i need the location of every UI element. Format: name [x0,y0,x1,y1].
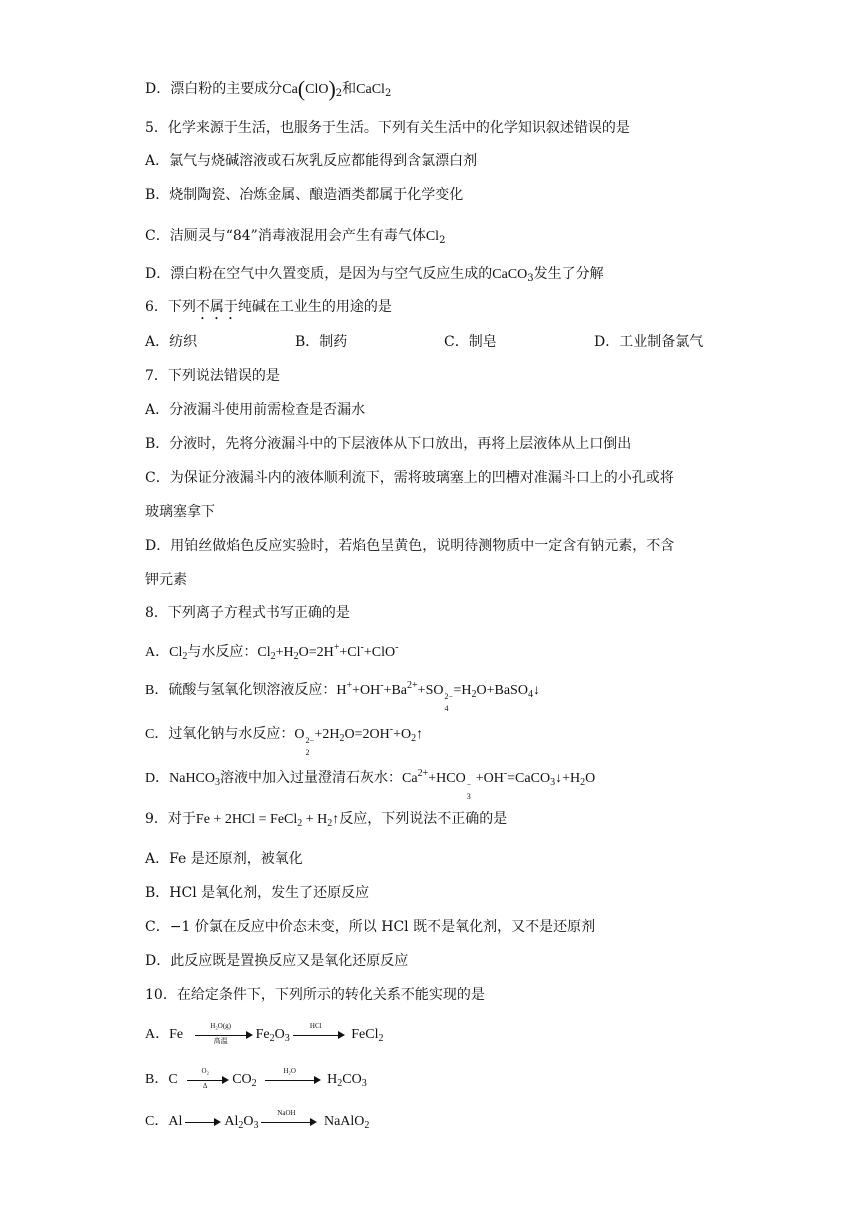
subscript: 4 [527,689,533,700]
formula: O [294,727,305,742]
q4-d-text: D．漂白粉的主要成分 [145,81,283,97]
reaction-arrow [265,1067,321,1089]
formula: O [274,1027,285,1043]
formula: +HCO [428,771,466,786]
q10-stem: 10．在给定条件下，下列所示的转化关系不能实现的是 [145,987,485,1003]
q5-option-b: B．烧制陶瓷、冶炼金属、酿造酒类都属于化学变化 [145,187,464,203]
subscript: 3 [253,1120,259,1132]
subscript: 3 [361,1078,367,1090]
arrow-head [222,1076,229,1084]
formula: CO [232,1072,252,1088]
arrow-head [314,1076,321,1084]
formula: H [327,1072,338,1088]
q5-c-text: C．洁厕灵与“84”消毒液混用会产生有毒气体 [145,228,426,244]
formula: NaAlO [323,1114,365,1130]
q6-stem [145,298,392,323]
q7-option-c-line2: 玻璃塞拿下 [145,504,215,520]
reaction-arrow [195,1022,253,1045]
text: B．硫酸与氢氧化钡溶液反应： [145,683,337,698]
q5-option-d [145,265,604,288]
opt-label: B．C [145,1072,178,1088]
arrow-shaft [293,1035,339,1036]
subscript: 2 [471,689,477,700]
arrow-shaft [185,1122,215,1123]
subscript: 2 [251,1078,257,1090]
opt-label: A．Fe [145,1027,184,1043]
q7-option-d-line2: 钾元素 [145,572,187,588]
q6-option-b: B．制药 [295,334,348,350]
subscript: 2 [335,88,343,99]
reaction-arrow [185,1113,221,1131]
text: 与水反应： [187,645,258,660]
subscript: 2 [411,733,417,744]
arrow-up: ↑ [332,812,340,827]
subscript: 2 [238,1120,244,1132]
superscript: - [389,724,394,735]
superscript: 2+ [407,680,418,691]
formula: ↓+H [555,771,581,786]
superscript: - [380,680,384,691]
q10-option-c [145,1109,370,1135]
q6-emphasis: 不属于 [195,299,238,315]
formula-cacl: CaCl [356,82,385,97]
q4-option-d [145,76,392,103]
formula-caco: CaCO [492,267,528,282]
q8-stem: 8．下列离子方程式书写正确的是 [145,605,350,621]
formula: =CaCO [507,771,551,786]
superscript: 2+ [417,768,429,779]
subscript: 2 [439,235,446,246]
arrow-condition-bottom: 高温 [213,1037,228,1045]
text: C．过氧化钠与水反应： [145,727,295,742]
subscript: 2 [378,1033,384,1045]
arrow-condition-top: NaOH [277,1109,296,1117]
q9-option-c: C．−1 价氯在反应中价态未变，所以 HCl 既不是氧化剂，又不是还原剂 [145,919,596,935]
arrow-shaft [195,1035,247,1036]
opt-label: D． [145,771,170,786]
q5-option-a: A．氯气与烧碱溶液或石灰乳反应都能得到含氯漂白剂 [145,153,478,169]
formula: +Cl [339,645,361,660]
formula: Cl [169,645,183,660]
q9-option-d: D．此反应既是置换反应又是氧化还原反应 [145,953,409,969]
reaction-arrow [261,1109,317,1131]
subscript: 3 [215,777,221,788]
q8-option-a [145,639,398,666]
formula: +Ba [383,683,408,698]
arrow-condition-top: H₂O(g) [210,1022,231,1030]
q5-stem: 5．化学来源于生活，也服务于生活。下列有关生活中的化学知识叙述错误的是 [145,120,630,136]
reaction-arrow [293,1022,345,1044]
formula: O [585,771,596,786]
superscript: + [346,680,353,691]
q6-rest: 纯碱在工业生的用途的是 [237,299,392,315]
superscript: + [333,642,340,653]
superscript: 2− [305,736,314,745]
subscript: 2 [270,651,276,662]
formula: FeCl [351,1027,379,1043]
text: 溶液中加入过量澄清石灰水： [220,771,403,786]
superscript: - [395,642,399,653]
q7-option-d-line1: D．用铂丝做焰色反应实验时，若焰色呈黄色，说明待测物质中一定含有钠元素，不含 [145,538,675,554]
superscript: - [360,642,364,653]
arrow-head [310,1118,317,1126]
paren-open: ( [297,76,306,101]
paren-close: ) [328,76,336,101]
formula: H [336,683,347,698]
formula: +OH [475,771,504,786]
subscript: 2 [297,818,303,829]
formula-cl: Cl [425,229,440,244]
arrow-condition-top: O₂ [201,1067,209,1075]
formula: Al [224,1114,239,1130]
q5-d-suffix: 发生了分解 [533,266,604,282]
superscript: - [503,768,508,779]
subscript: 3 [527,273,534,284]
q8-option-d [145,765,596,801]
q7-option-b: B．分液时，先将分液漏斗中的下层液体从下口放出，再将上层液体从上口倒出 [145,436,632,452]
formula: O+BaSO [476,683,528,698]
opt-label: A． [145,645,170,660]
formula: Cl [257,645,271,660]
formula-clo: ClO [305,82,329,97]
arrow-shaft [265,1080,315,1081]
subscript: 3 [284,1033,290,1045]
formula: +OH [352,683,381,698]
conj-and: 和 [342,81,357,97]
q8-option-c [145,721,424,757]
arrow-head [246,1031,253,1039]
q10-option-b [145,1067,367,1093]
formula: NaHCO [169,771,216,786]
arrow-condition-bottom: Δ [202,1082,208,1090]
opt-label: C．Al [145,1114,183,1130]
subscript: 2 [580,777,586,788]
formula: O [243,1114,254,1130]
formula: +H [275,645,294,660]
arrow-down: ↓ [532,683,540,698]
subscript: 2 [364,1120,370,1132]
formula: O=2H [298,645,334,660]
q5-option-c [145,227,445,250]
subscript: 2 [293,651,299,662]
subscript: 2 [339,733,345,744]
q10-option-a [145,1022,384,1048]
q6-option-c: C．制皂 [444,334,497,350]
formula: + H [302,812,328,827]
formula: Fe + 2HCl = FeCl [195,812,298,827]
q9-stem [145,810,507,833]
subscript: 3 [550,777,556,788]
formula: CO [342,1072,362,1088]
q9-num: 9．对于 [145,811,196,827]
subscript: 2 [305,748,310,757]
q6-num: 6．下列 [145,299,196,315]
arrow-up: ↑ [416,727,424,742]
q7-option-a: A．分液漏斗使用前需检查是否漏水 [145,402,366,418]
formula: =H [453,683,472,698]
arrow-shaft [187,1080,223,1081]
q7-stem: 7．下列说法错误的是 [145,368,280,384]
subscript: 2 [182,651,188,662]
q7-option-c-line1: C．为保证分液漏斗内的液体顺利流下，需将玻璃塞上的凹槽对准漏斗口上的小孔或将 [145,470,674,486]
q6-option-d: D．工业制备氯气 [594,334,704,350]
subscript: 3 [466,792,471,801]
formula: Ca [402,771,418,786]
formula: +ClO [363,645,396,660]
formula: Fe [255,1027,270,1043]
q9-option-b: B．HCl 是氧化剂，发生了还原反应 [145,885,370,901]
q8-option-b [145,677,540,713]
arrow-head [338,1031,345,1039]
superscript: 2− [444,692,453,701]
formula: +SO [417,683,444,698]
formula: +O [393,727,412,742]
q9-rest: 反应，下列说法不正确的是 [339,811,508,827]
q9-option-a: A．Fe 是还原剂，被氧化 [145,851,303,867]
arrow-condition-top: HCl [309,1022,322,1030]
subscript: 4 [444,704,449,713]
formula: O=2OH [344,727,390,742]
q5-d-text: D．漂白粉在空气中久置变质，是因为与空气反应生成的 [145,266,493,282]
q6-option-a: A．纺织 [145,334,198,350]
arrow-shaft [261,1122,311,1123]
formula: +2H [314,727,340,742]
formula-ca: Ca [282,82,298,97]
subscript: 2 [384,88,392,99]
superscript: − [466,780,472,789]
subscript: 2 [269,1033,275,1045]
arrow-head [214,1118,221,1126]
reaction-arrow [187,1067,229,1090]
subscript: 2 [337,1078,343,1090]
arrow-condition-top: H₂O [283,1067,296,1075]
subscript: 2 [327,818,333,829]
